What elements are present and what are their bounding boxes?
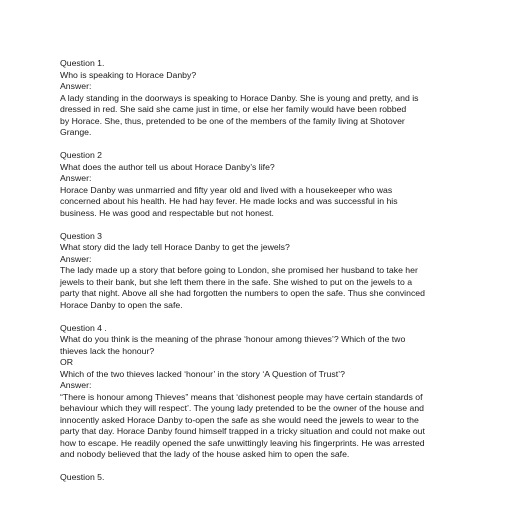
answer-line: innocently asked Horace Danby to-open the safe as she would need the jewels to wear to the [60,414,419,425]
answer-line: by Horace. She, thus, pretended to be one of the members of the family living at Shotover [60,115,405,126]
question-block [60,472,460,484]
question-block [60,323,460,461]
question-block [60,58,460,139]
answer-line: The lady made up a story that before going to London, she promised her husband to take her [60,265,418,275]
question-block [60,231,460,312]
question-text: What do you think is the meaning of the phrase ‘honour among thieves’? Which of the two [60,334,406,344]
question-text: What does the author tell us about Horace Danby’s life? [60,161,275,172]
answer-text [60,93,460,139]
answer-text [60,265,460,311]
answer-label: Answer: [60,81,92,91]
document-page [60,58,460,495]
answer-line: and nobody believed that the lady of the house asked him to open the safe. [60,449,350,459]
answer-line: Grange. [60,127,92,137]
answer-text [60,185,460,220]
answer-line: dressed in red. She said she came just in time, or else her family would have been robbed [60,104,407,114]
answer-line: party that night. Above all she had forgotten the numbers to open the safe. Thus she convinced [60,288,425,298]
answer-line: behaviour which they will respect’. The young lady pretended to be the owner of the house and [60,403,424,413]
question-text: Which of the two thieves lacked ‘honour’ in the story ‘A Question of Trust’? [60,368,345,379]
answer-label: Answer: [60,253,92,264]
question-text: Who is speaking to Horace Danby? [60,69,197,80]
answer-line: business. He was good and respectable but not honest. [60,207,274,218]
answer-line: jewels to their bank, but she left them there in the safe. She wished to put on the jewels to a [60,276,413,287]
answer-line: A lady standing in the doorways is speaking to Horace Danby. She is young and pretty, and is [60,92,419,103]
question-heading: Question 5. [60,472,105,482]
question-block [60,150,460,219]
answer-line: “There is honour among Thieves” means that ‘dishonest people may have certain standards of [60,391,423,402]
question-heading: Question 1. [60,58,105,68]
question-text: OR [60,357,74,367]
question-text: thieves lack the honour? [60,345,155,356]
question-heading: Question 3 [60,230,103,241]
answer-line: how to escape. He readily opened the safe unwittingly leaving his fingerprints. He was arrested [60,437,425,448]
answer-line: Horace Danby to open the safe. [60,299,183,310]
answer-line: concerned about his health. He had hay fever. He made locks and was successful in his [60,196,398,206]
answer-label: Answer: [60,173,92,183]
question-heading: Question 4 . [60,322,107,333]
question-heading: Question 2 [60,150,103,160]
answer-line: Horace Danby was unmarried and fifty year old and lived with a housekeeper who was [60,184,393,195]
answer-text [60,392,460,461]
answer-label: Answer: [60,380,92,390]
answer-line: party that day. Horace Danby found himself trapped in a tricky situation and could not make out [60,426,425,436]
question-text: What story did the lady tell Horace Danby to get the jewels? [60,242,290,252]
